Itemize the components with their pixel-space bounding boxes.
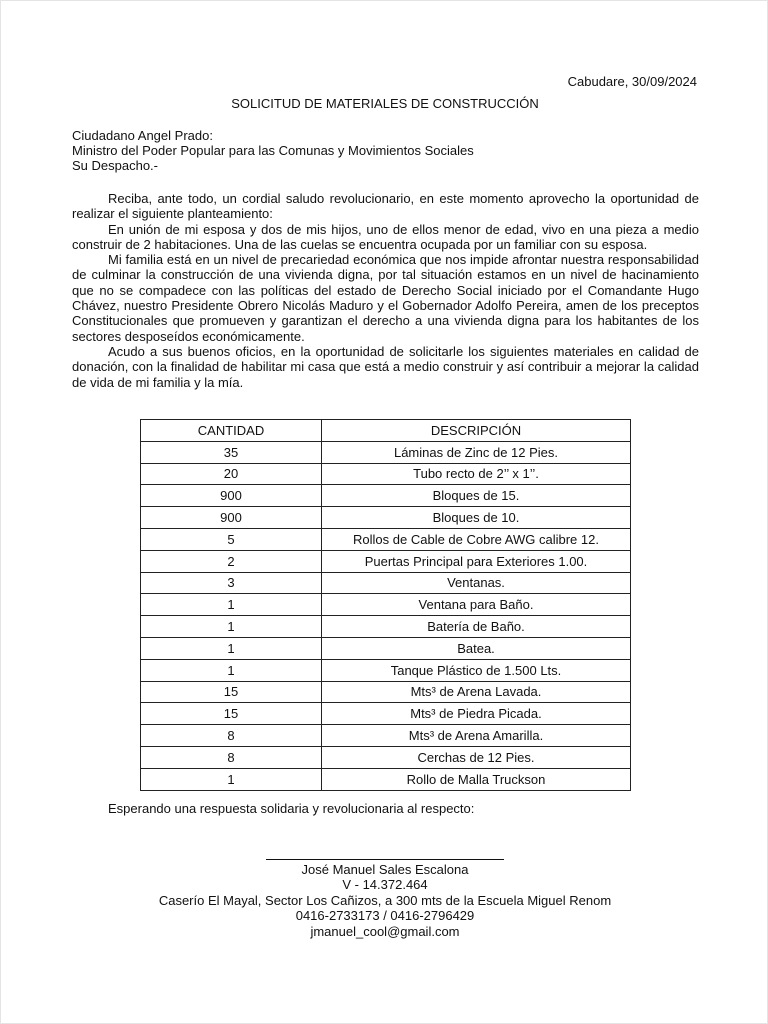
table-row: [141, 659, 631, 681]
quantity-cell: 35: [141, 441, 322, 463]
quantity-cell: 8: [141, 725, 322, 747]
table-row: [141, 616, 631, 638]
quantity-cell: 2: [141, 550, 322, 572]
description-cell: Mts³ de Arena Amarilla.: [322, 725, 631, 747]
quantity-cell: 900: [141, 485, 322, 507]
signer-name: José Manuel Sales Escalona: [301, 862, 469, 877]
quantity-cell: 1: [141, 594, 322, 616]
description-cell: Tanque Plástico de 1.500 Lts.: [322, 659, 631, 681]
quantity-cell: 1: [141, 616, 322, 638]
signer-id: V - 14.372.464: [342, 877, 428, 893]
signer-address: Caserío El Mayal, Sector Los Cañizos, a 300 mts de la Escuela Miguel Renom: [158, 892, 612, 908]
description-cell: Mts³ de Piedra Picada.: [322, 703, 631, 725]
column-header-quantity: CANTIDAD: [141, 420, 322, 442]
table-row: [141, 725, 631, 747]
description-cell: Mts³ de Arena Lavada.: [322, 681, 631, 703]
quantity-cell: 15: [141, 703, 322, 725]
description-cell: Bloques de 15.: [322, 485, 631, 507]
quantity-cell: 15: [141, 681, 322, 703]
letter-body: [72, 191, 699, 390]
quantity-cell: 3: [141, 572, 322, 594]
column-header-description: DESCRIPCIÓN: [322, 420, 631, 442]
signature-block: [1, 862, 768, 939]
materials-table-body: [141, 441, 631, 790]
description-cell: Ventanas.: [322, 572, 631, 594]
quantity-cell: 900: [141, 507, 322, 529]
table-row: [141, 768, 631, 790]
description-cell: Tubo recto de 2’’ x 1’’.: [322, 463, 631, 485]
date-line: Cabudare, 30/09/2024: [567, 74, 697, 89]
addressee-name: Ciudadano Angel Prado:: [72, 128, 213, 143]
description-cell: Batería de Baño.: [322, 616, 631, 638]
table-row: [141, 594, 631, 616]
quantity-cell: 1: [141, 768, 322, 790]
signature-line: [266, 859, 504, 860]
closing-line: Esperando una respuesta solidaria y revolucionaria al respecto:: [108, 801, 475, 816]
table-row: [141, 528, 631, 550]
signer-email: jmanuel_cool@gmail.com: [310, 923, 460, 939]
body-paragraph: Mi familia está en un nivel de precariedad económica que nos impide afrontar nuestra responsabilidad de culminar la construcción de una vivienda digna, por tal situación estamos en un nivel de hacinamiento que no se compadece con las políticas del estado de Derecho Social iniciado por el Comandante Hugo Chávez, nuestro Presidente Obrero Nicolás Maduro y el Gobernador Adolfo Pereira, amen de los preceptos Constitucionales que promueven y garantizan el derecho a una vivienda digna para los habitantes de los sectores desposeídos económicamente.: [72, 252, 699, 344]
description-cell: Láminas de Zinc de 12 Pies.: [322, 441, 631, 463]
addressee-position: Ministro del Poder Popular para las Comunas y Movimientos Sociales: [72, 143, 474, 158]
table-row: [141, 550, 631, 572]
addressee-office: Su Despacho.-: [72, 158, 158, 173]
quantity-cell: 20: [141, 463, 322, 485]
description-cell: Puertas Principal para Exteriores 1.00.: [322, 550, 631, 572]
quantity-cell: 1: [141, 637, 322, 659]
table-row: [141, 637, 631, 659]
table-row: [141, 507, 631, 529]
table-row: [141, 572, 631, 594]
description-cell: Cerchas de 12 Pies.: [322, 746, 631, 768]
table-row: [141, 463, 631, 485]
quantity-cell: 1: [141, 659, 322, 681]
quantity-cell: 8: [141, 746, 322, 768]
description-cell: Rollos de Cable de Cobre AWG calibre 12.: [322, 528, 631, 550]
quantity-cell: 5: [141, 528, 322, 550]
table-row: [141, 703, 631, 725]
description-cell: Rollo de Malla Truckson: [322, 768, 631, 790]
description-cell: Ventana para Baño.: [322, 594, 631, 616]
signer-phones: 0416-2733173 / 0416-2796429: [295, 908, 475, 924]
table-row: [141, 681, 631, 703]
addressee-block: [72, 128, 474, 173]
body-paragraph: Reciba, ante todo, un cordial saludo revolucionario, en este momento aprovecho la oportunidad de realizar el siguiente planteamiento:: [72, 191, 699, 222]
description-cell: Batea.: [322, 637, 631, 659]
table-row: [141, 746, 631, 768]
materials-table: [140, 419, 631, 791]
description-cell: Bloques de 10.: [322, 507, 631, 529]
table-header-row: [141, 420, 631, 442]
document-title: SOLICITUD DE MATERIALES DE CONSTRUCCIÓN: [231, 96, 539, 111]
body-paragraph: En unión de mi esposa y dos de mis hijos, uno de ellos menor de edad, vivo en una pieza a medio construir de 2 habitaciones. Una de las cuelas se encuentra ocupada por un familiar con su esposa.: [72, 221, 699, 252]
body-paragraph: Acudo a sus buenos oficios, en la oportunidad de solicitarle los siguientes materiales en calidad de donación, con la finalidad de habilitar mi casa que está a medio construir y así contribuir a mejorar la calidad de vida de mi familia y la mía.: [72, 343, 699, 390]
table-row: [141, 441, 631, 463]
table-row: [141, 485, 631, 507]
